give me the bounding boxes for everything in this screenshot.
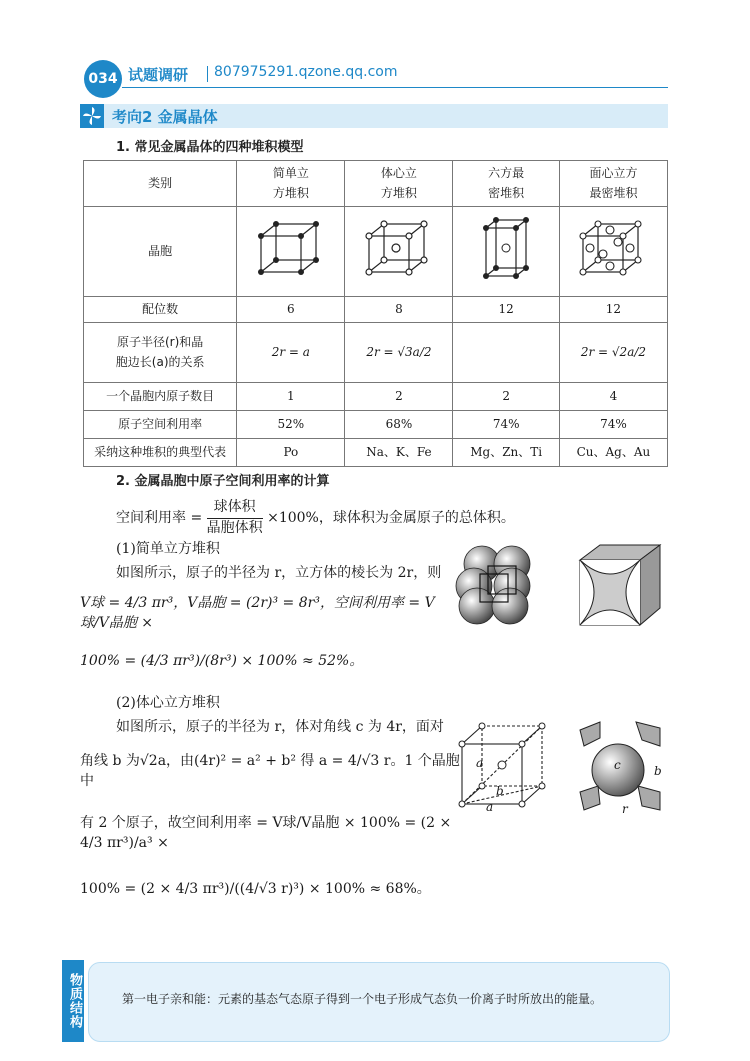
table-cell: Po — [237, 439, 345, 467]
table-cell: 74% — [453, 411, 559, 439]
table-cell: 8 — [345, 297, 453, 323]
table-cell: Cu、Ag、Au — [559, 439, 667, 467]
row-label-examples: 采纳这种堆积的典型代表 — [84, 439, 237, 467]
table-cell: 2 — [345, 383, 453, 411]
table-cell: 1 — [237, 383, 345, 411]
table-cell: 4 — [559, 383, 667, 411]
simple-cubic-cell-figure — [237, 207, 345, 297]
table-header-category: 类别 — [84, 161, 237, 207]
table-cell: 2r = √3a/2 — [345, 323, 453, 383]
part2-line3: 有 2 个原子，故空间利用率 = V球/V晶胞 × 100% = (2 × 4/3 πr³)/a³ × — [80, 815, 452, 851]
figure-label-a: a — [486, 800, 494, 814]
table-cell: 68% — [345, 411, 453, 439]
part2-heading: (2)体心立方堆积 — [116, 695, 220, 711]
part1-heading: (1)简单立方堆积 — [116, 541, 220, 557]
table-cell: 12 — [559, 297, 667, 323]
table-cell: 12 — [453, 297, 559, 323]
figure-label-b: b — [654, 764, 662, 778]
figure-label-r: r — [622, 802, 628, 816]
table-cell: 2r = √2a/2 — [559, 323, 667, 383]
table-cell: 52% — [237, 411, 345, 439]
utilization-formula: 空间利用率 = $\frac{\text{球体积}}{\text{晶胞体积}}$ ×100%，球体积为金属原子的总体积。 — [116, 499, 515, 536]
row-label-atoms: 一个晶胞内原子数目 — [84, 383, 237, 411]
table-cell: Mg、Zn、Ti — [453, 439, 559, 467]
part1-line2: V球 = 4/3 πr³，V晶胞 = (2r)³ = 8r³，空间利用率 = V球/V晶胞 × — [80, 595, 435, 631]
table-header-col: 六方最 密堆积 — [453, 161, 559, 207]
table-header-col: 体心立 方堆积 — [345, 161, 453, 207]
part2-line1: 如图所示，原子的半径为 r，体对角线 c 为 4r，面对 — [116, 719, 444, 735]
note-text: 第一电子亲和能：元素的基态气态原子得到一个电子形成气态负一价离子时所放出的能量。 — [122, 992, 603, 1006]
header-rule — [122, 87, 668, 88]
fcc-cell-figure — [559, 207, 667, 297]
table-cell: 74% — [559, 411, 667, 439]
figure-label-b: b — [496, 784, 504, 798]
table-cell: 2r = a — [237, 323, 345, 383]
row-label-relation: 原子半径(r)和晶 胞边长(a)的关系 — [84, 323, 237, 383]
header-title: 试题调研 — [128, 66, 189, 84]
bcc-diagonal-figure — [456, 720, 551, 819]
bcc-cutaway-figure — [578, 720, 668, 819]
pinwheel-icon — [80, 104, 104, 128]
part2-line4: 100% = (2 × 4/3 πr³)/((4/√3 r)³) × 100% ≈ 68%。 — [80, 881, 431, 897]
table-cell: Na、K、Fe — [345, 439, 453, 467]
figure-label-a: a — [476, 756, 484, 770]
part1-line1: 如图所示，原子的半径为 r，立方体的棱长为 2r，则 — [116, 565, 442, 581]
row-label-utilization: 原子空间利用率 — [84, 411, 237, 439]
table-header-col: 简单立 方堆积 — [237, 161, 345, 207]
bcc-cell-figure — [345, 207, 453, 297]
table-cell: 2 — [453, 383, 559, 411]
side-tab-topic: 物质结构 — [62, 960, 84, 1042]
stacking-models-table — [83, 160, 668, 467]
simple-cubic-spheres-figure — [452, 544, 537, 633]
row-label-coordination: 配位数 — [84, 297, 237, 323]
hcp-cell-figure — [453, 207, 559, 297]
table-cell — [453, 323, 559, 383]
table-header-col: 面心立方 最密堆积 — [559, 161, 667, 207]
figure-label-c: c — [614, 758, 621, 772]
part2-line2: 角线 b 为√2a，由(4r)² = a² + b² 得 a = 4/√3 r。1 个晶胞中 — [80, 753, 460, 789]
table-cell: 6 — [237, 297, 345, 323]
header-separator — [207, 66, 208, 82]
section-title: 考向2 金属晶体 — [112, 108, 218, 126]
header-url: 807975291.qzone.qq.com — [214, 64, 398, 80]
simple-cubic-cutaway-figure — [575, 540, 665, 634]
subsection-1-heading: 1. 常见金属晶体的四种堆积模型 — [116, 140, 304, 155]
part1-line3: 100% = (4/3 πr³)/(8r³) × 100% ≈ 52%。 — [80, 653, 364, 669]
row-label-cell: 晶胞 — [84, 207, 237, 297]
page-number-badge: 034 — [84, 60, 122, 98]
subsection-2-heading: 2. 金属晶胞中原子空间利用率的计算 — [116, 474, 330, 489]
